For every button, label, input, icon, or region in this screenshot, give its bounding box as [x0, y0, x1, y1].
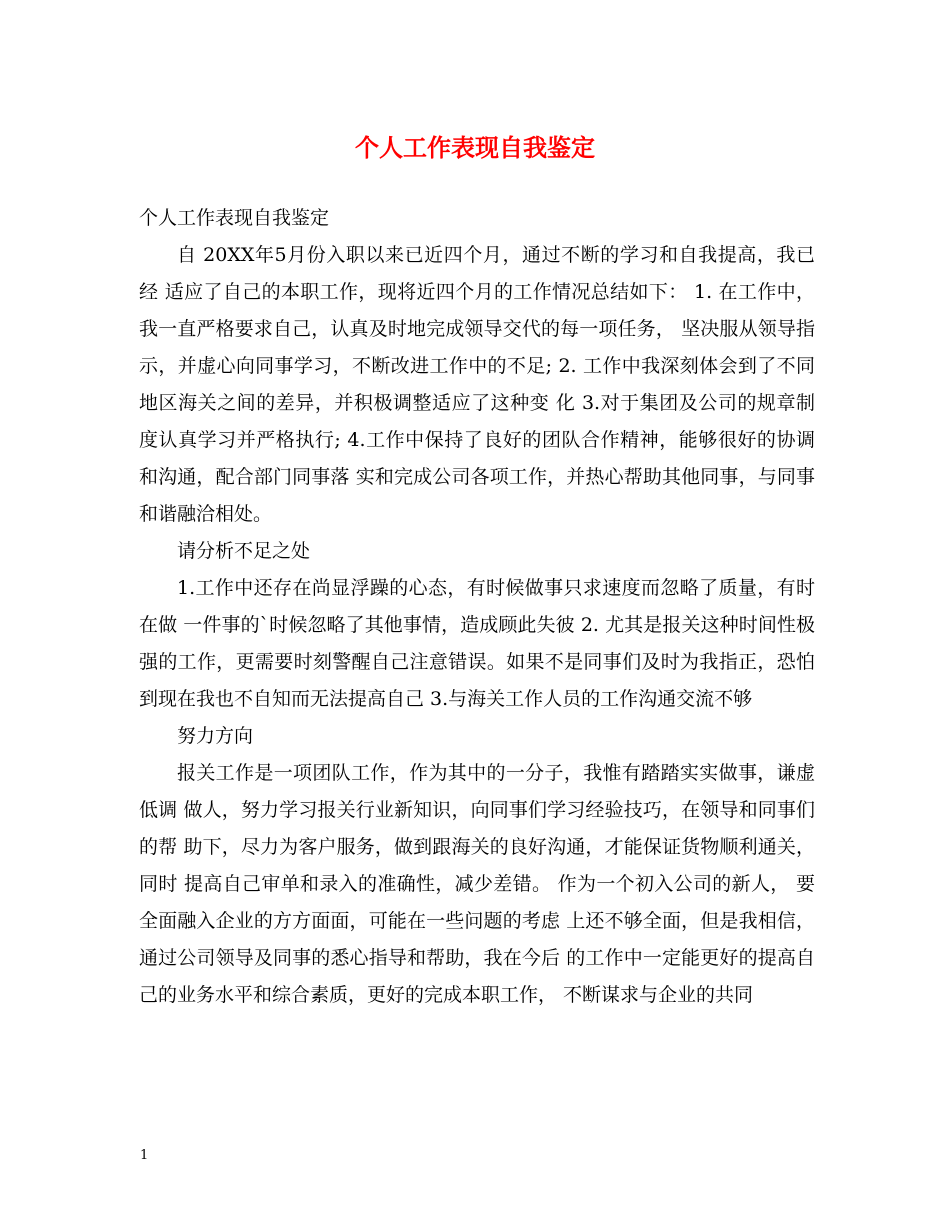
- document-body: [139, 200, 815, 1014]
- paragraph-summary: 自 20XX年5月份入职以来已近四个月，通过不断的学习和自我提高，我已经 适应了自己的本职工作，现将近四个月的工作情况总结如下： 1. 在工作中，我一直严格要求自己，认真及时地完成领导交代的每一项任务， 坚决服从领导指示，并虚心向同事学习，不断改进工作中的不足; 2. 工作中我深刻体会到了不同地区海关之间的差异，并积极调整适应了这种变 化 3.对于集团及公司的规章制度认真学习并严格执行; 4.工作中保持了良好的团队合作精神，能够很好的协调和沟通，配合部门同事落 实和完成公司各项工作，并热心帮助其他同事，与同事和谐融洽相处。: [139, 244, 815, 525]
- body-heading: 个人工作表现自我鉴定: [139, 207, 330, 229]
- section-heading-direction: 努力方向: [177, 725, 254, 747]
- section-heading-shortcomings: 请分析不足之处: [177, 540, 311, 562]
- document-title: 个人工作表现自我鉴定: [355, 133, 595, 162]
- page-number: 1: [140, 1148, 149, 1163]
- paragraph-shortcomings: 1.工作中还存在尚显浮躁的心态，有时候做事只求速度而忽略了质量，有时在做 一件事的`时候忽略了其他事情，造成顾此失彼 2. 尤其是报关这种时间性极强的工作，更需要时刻警醒自己注意错误。如果不是同事们及时为我指正，恐怕到现在我也不自知而无法提高自己 3.与海关工作人员的工作沟通交流不够: [139, 577, 815, 710]
- paragraph-direction: 报关工作是一项团队工作，作为其中的一分子，我惟有踏踏实实做事，谦虚低调 做人，努力学习报关行业新知识，向同事们学习经验技巧，在领导和同事们的帮 助下，尽力为客户服务，做到跟海关的良好沟通，才能保证货物顺利通关，同时 提高自己审单和录入的准确性，减少差错。 作为一个初入公司的新人， 要全面融入企业的方方面面，可能在一些问题的考虑 上还不够全面，但是我相信，通过公司领导及同事的悉心指导和帮助，我在今后 的工作中一定能更好的提高自己的业务水平和综合素质，更好的完成本职工作， 不断谋求与企业的共同: [139, 762, 815, 1006]
